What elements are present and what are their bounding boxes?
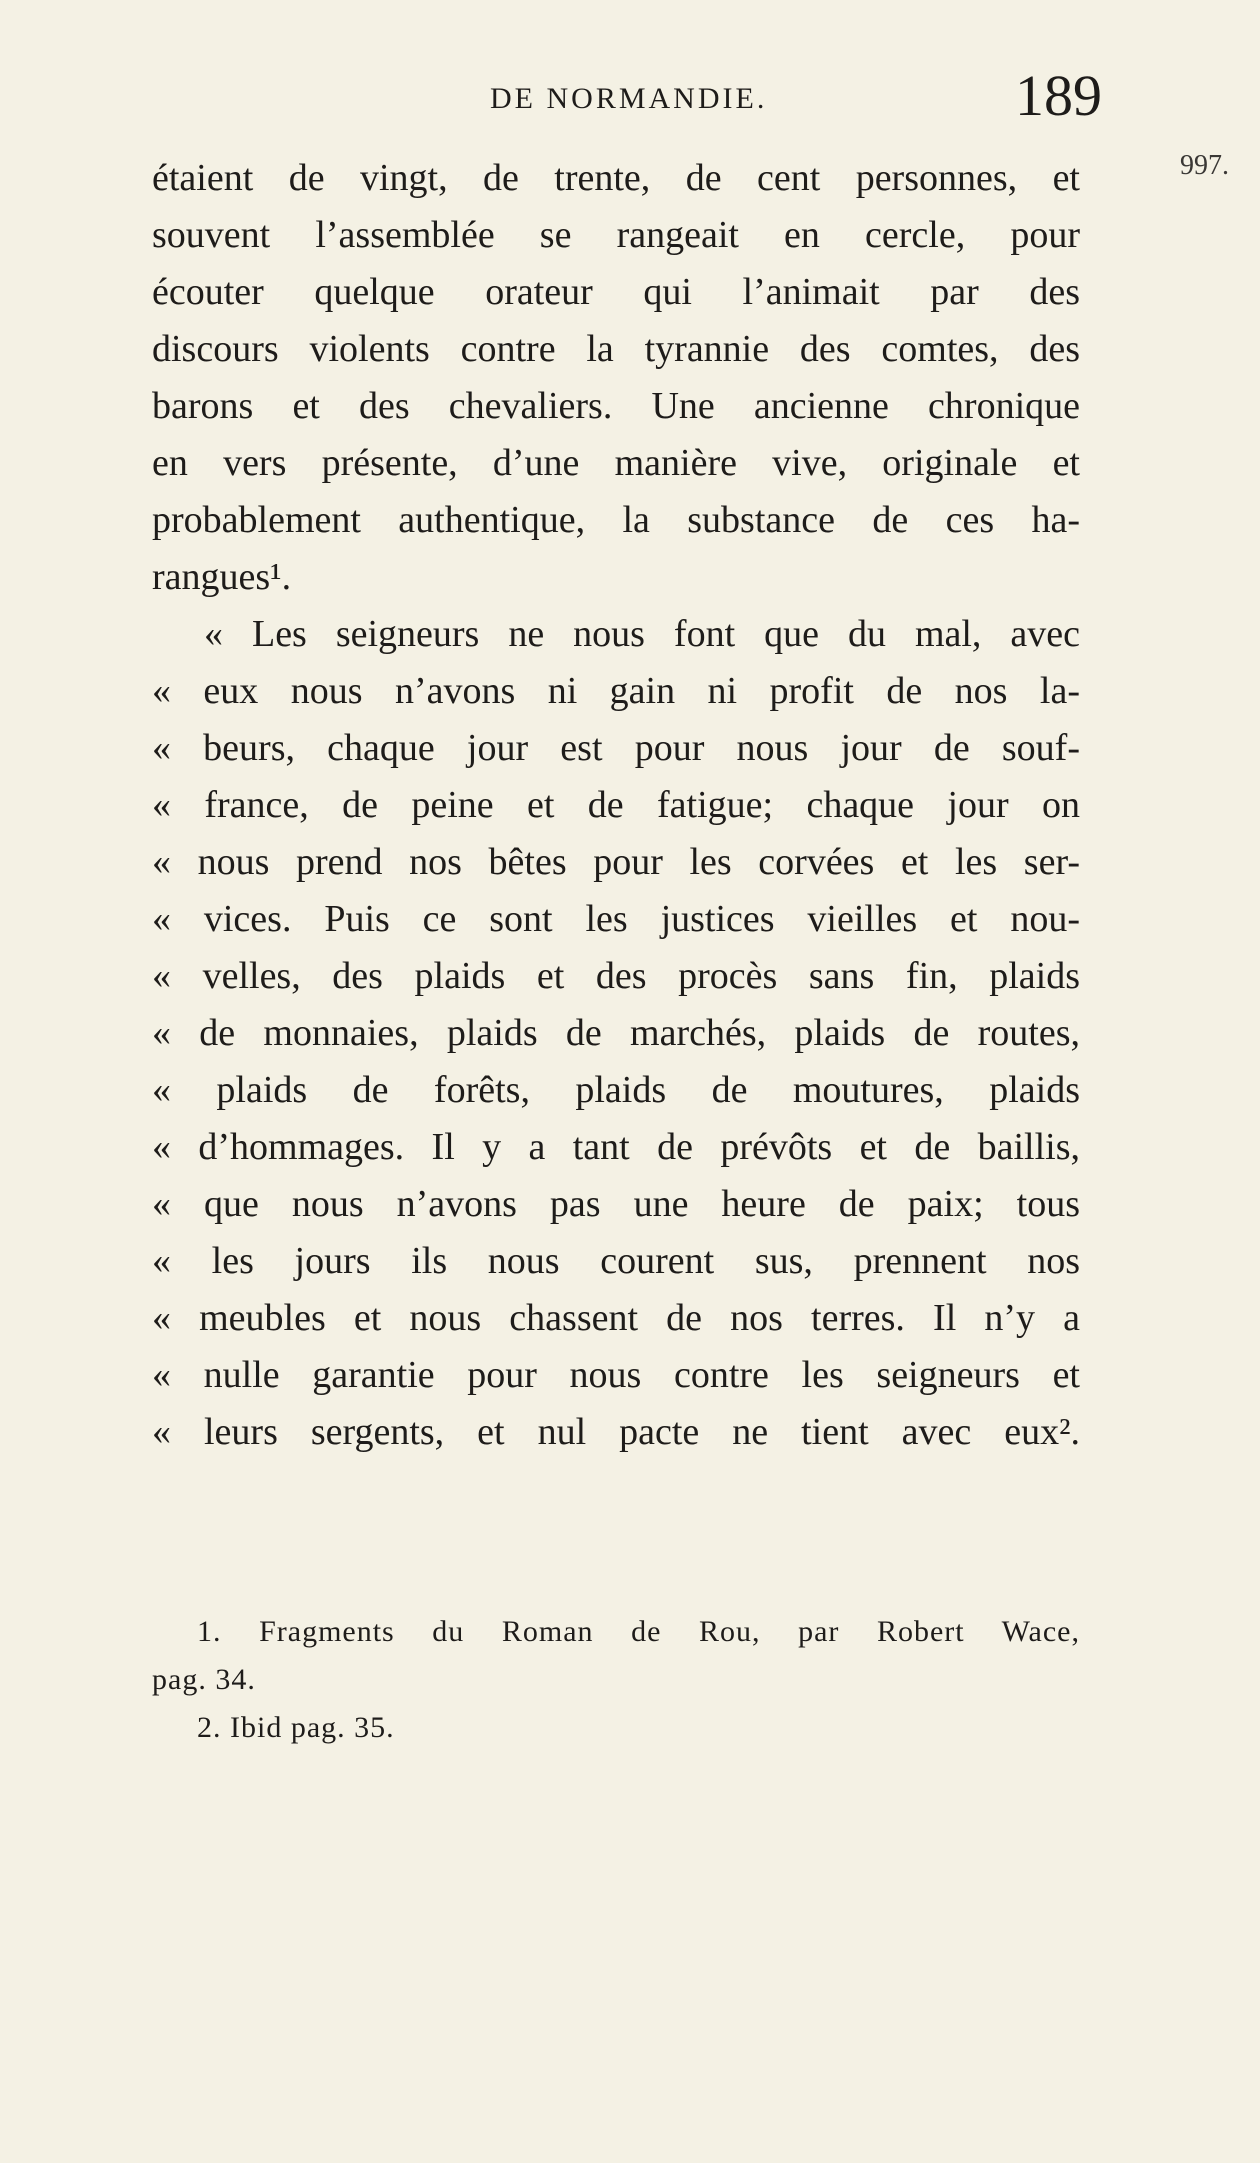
footnotes <box>152 1608 1080 1752</box>
text-line: « plaids de forêts, plaids de moutures, plaids <box>152 1069 1080 1111</box>
text-line: « leurs sergents, et nul pacte ne tient avec eux². <box>152 1411 1080 1453</box>
text-line: « velles, des plaids et des procès sans fin, plaids <box>152 955 1080 997</box>
footnote-2: 2. Ibid pag. 35. <box>197 1711 395 1744</box>
text-line: « d’hommages. Il y a tant de prévôts et de baillis, <box>152 1126 1080 1168</box>
text-line: discours violents contre la tyrannie des comtes, des <box>152 328 1080 370</box>
page-number: 189 <box>1015 63 1102 128</box>
text-line: probablement authentique, la substance de ces ha- <box>152 499 1080 541</box>
running-head: DE NORMANDIE. <box>490 82 768 115</box>
footnote-1: 1. Fragments du Roman de Rou, par Robert Wace, <box>197 1615 1080 1648</box>
text-line: « meubles et nous chassent de nos terres. Il n’y a <box>152 1297 1080 1339</box>
text-line: « nulle garantie pour nous contre les seigneurs et <box>152 1354 1080 1396</box>
text-line: « que nous n’avons pas une heure de paix; tous <box>152 1183 1080 1225</box>
text-line: souvent l’assemblée se rangeait en cercle, pour <box>152 214 1080 256</box>
body-text <box>152 150 1080 1461</box>
text-line: « beurs, chaque jour est pour nous jour de souf- <box>152 727 1080 769</box>
text-line: « vices. Puis ce sont les justices vieilles et nou- <box>152 898 1080 940</box>
text-line: barons et des chevaliers. Une ancienne chronique <box>152 385 1080 427</box>
text-line: « france, de peine et de fatigue; chaque jour on <box>152 784 1080 826</box>
text-line: rangues¹. <box>152 556 292 598</box>
margin-year-note: 997. <box>1180 150 1229 181</box>
text-line: « Les seigneurs ne nous font que du mal, avec <box>204 613 1080 655</box>
text-line: « nous prend nos bêtes pour les corvées et les ser- <box>152 841 1080 883</box>
footnote-1-continuation: pag. 34. <box>152 1663 256 1696</box>
text-line: « eux nous n’avons ni gain ni profit de nos la- <box>152 670 1080 712</box>
text-line: « de monnaies, plaids de marchés, plaids de routes, <box>152 1012 1080 1054</box>
text-line: « les jours ils nous courent sus, prennent nos <box>152 1240 1080 1282</box>
text-line: en vers présente, d’une manière vive, originale et <box>152 442 1080 484</box>
text-line: étaient de vingt, de trente, de cent personnes, et <box>152 157 1080 199</box>
text-line: écouter quelque orateur qui l’animait par des <box>152 271 1080 313</box>
